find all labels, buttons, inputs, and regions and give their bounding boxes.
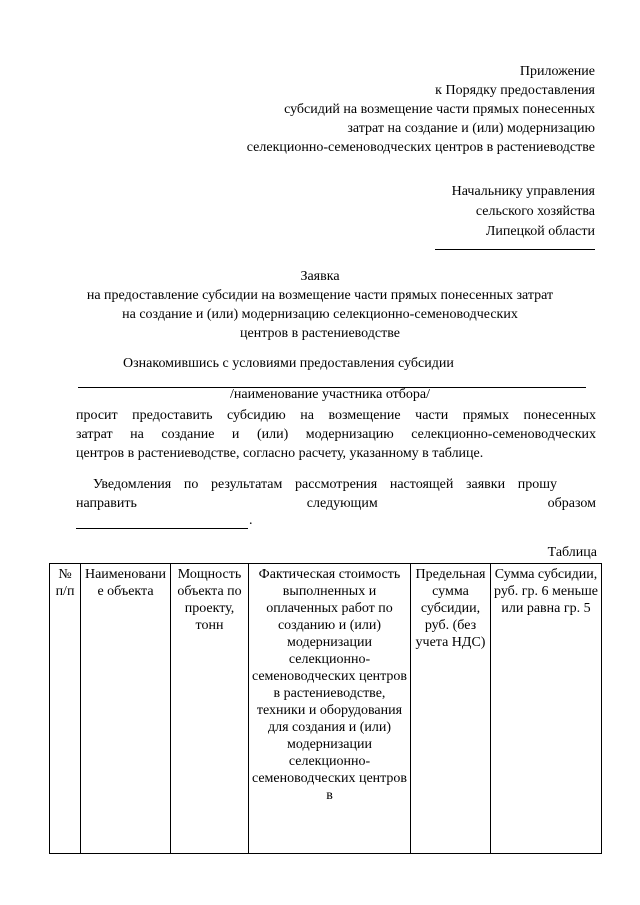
col-header-subsidy-amount: Сумма субсидии, руб. гр. 6 меньше или равна гр. 5 [491,564,602,854]
addressee-block [295,182,595,242]
table-header-row [50,564,602,854]
request-line-text: просит предоставить субсидию на возмещение части прямых понесенных [76,408,596,423]
notify-word: направить [76,496,137,511]
col-header-capacity: Мощность объекта по проекту, тонн [171,564,249,854]
col-header-actual-cost: Фактическая стоимость выполненных и оплаченных работ по созданию и (или) модернизации селекционно-семеноводческих центров в растениеводстве, техники и оборудования для создания и (или) модернизации селекционно-семеноводческих центров в [249,564,411,854]
col-header-number: № п/п [50,564,81,854]
participant-caption: /наименование участника отбора/ [229,387,431,402]
page-title: Заявка [300,269,340,284]
addressee-signature-line [435,249,595,250]
appendix-line: селекционно-семеноводческих центров в растениеводстве [246,140,595,155]
appendix-line: к Порядку предоставления [435,83,595,98]
appendix-block [175,62,595,157]
title-line: на создание и (или) модернизацию селекционно-семеноводческих [122,307,518,322]
addressee-line: Начальнику управления [451,184,595,199]
request-line-last: центров в растениеводстве, согласно расчету, указанному в таблице. [76,446,484,461]
notify-line-2 [76,496,596,512]
notify-word: образом [547,496,596,511]
subsidy-table [49,563,602,854]
col-header-object-name: Наименование объекта [81,564,171,854]
notify-method-line [76,528,248,529]
addressee-line: Липецкой области [485,224,595,239]
appendix-line: субсидий на возмещение части прямых понесенных [284,102,595,117]
title-block [40,267,600,343]
request-line [76,425,596,444]
col-header-max-subsidy: Предельная сумма субсидии, руб. (без учета НДС) [411,564,491,854]
request-line-text: затрат на создание и (или) модернизацию селекционно-семеноводческих [76,427,596,442]
appendix-title: Приложение [519,64,595,79]
request-line [76,406,596,425]
notify-word: следующим [306,496,378,511]
addressee-line: сельского хозяйства [475,204,595,219]
title-line: на предоставление субсидии на возмещение части прямых понесенных затрат [86,288,554,303]
notify-line-1: Уведомления по результатам рассмотрения настоящей заявки прошу [93,477,557,492]
title-line: центров в растениеводстве [240,326,400,341]
appendix-line: затрат на создание и (или) модернизацию [347,121,595,136]
notify-end-dot: . [249,513,253,528]
intro-text: Ознакомившись с условиями предоставления субсидии [123,356,454,371]
request-paragraph [76,406,596,463]
table-caption: Таблица [547,545,597,560]
